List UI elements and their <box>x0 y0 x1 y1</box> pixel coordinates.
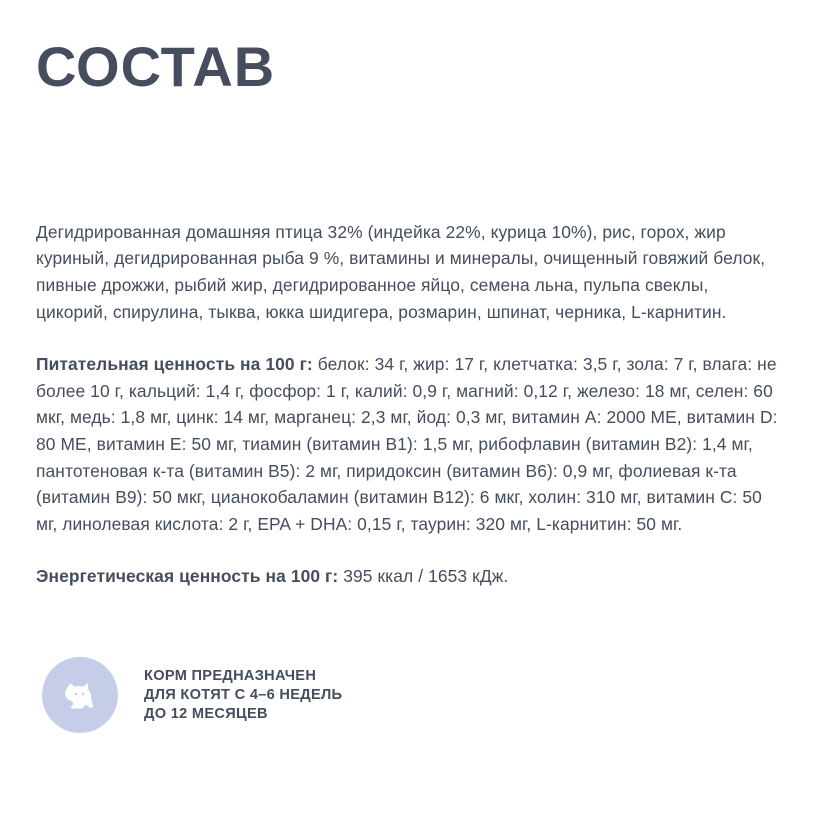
cat-icon <box>60 675 100 715</box>
badge-circle <box>42 657 118 733</box>
energy-label: Энергетическая ценность на 100 г: <box>36 566 339 587</box>
nutrition-value: белок: 34 г, жир: 17 г, клетчатка: 3,5 г, зола: 7 г, влага: не более 10 г, кальций: 1,4 г, фосфор: 1 г, калий: 0,9 г, магний: 0,12 г, железо: 18 мг, селен: 60 мкг, медь: 1,8 мг, цинк: 14 мг, марганец: 2,3 мг, йод: 0,3 мг, витамин A: 2000 МЕ, витамин D: 80 МЕ, витамин E: 50 мг, тиамин (витамин B1): 1,5 мг, рибофлавин (витамин B2): 1,4 мг, пантотеновая к-та (витамин B5): 2 мг, пиридоксин (витамин B6): 0,9 мг, фолиевая к-та (витамин B9): 50 мкг, цианокобаламин (витамин B12): 6 мкг, холин: 310 мг, витамин C: 50 мг, линолевая кислота: 2 г, EPA + DHA: 0,15 г, таурин: 320 мг, L-карнитин: 50 мг. <box>36 354 778 534</box>
badge-line-1: КОРМ ПРЕДНАЗНАЧЕН <box>144 667 317 684</box>
badge-line-3: ДО 12 МЕСЯЦЕВ <box>144 705 268 722</box>
age-badge <box>42 657 342 733</box>
nutrition-label: Питательная ценность на 100 г: <box>36 354 313 375</box>
badge-line-2: ДЛЯ КОТЯТ С 4–6 НЕДЕЛЬ <box>144 686 343 703</box>
ingredients-paragraph: Дегидрированная домашняя птица 32% (индейка 22%, курица 10%), рис, горох, жир куриный, дегидрированная рыба 9 %, витамины и минералы, очищенный говяжий белок, пивные дрожжи, рыбий жир, дегидрированное яйцо, семена льна, пульпа свеклы, цикорий, спирулина, тыква, юкка шидигера, розмарин, шпинат, черника, L-карнитин. <box>36 221 766 322</box>
nutrition-paragraph <box>36 351 781 537</box>
page-title: СОСТАВ <box>36 35 276 98</box>
energy-paragraph <box>36 563 781 590</box>
content-block <box>36 219 781 590</box>
energy-value: 395 ккал / 1653 кДж. <box>338 566 509 587</box>
badge-text <box>144 667 342 724</box>
